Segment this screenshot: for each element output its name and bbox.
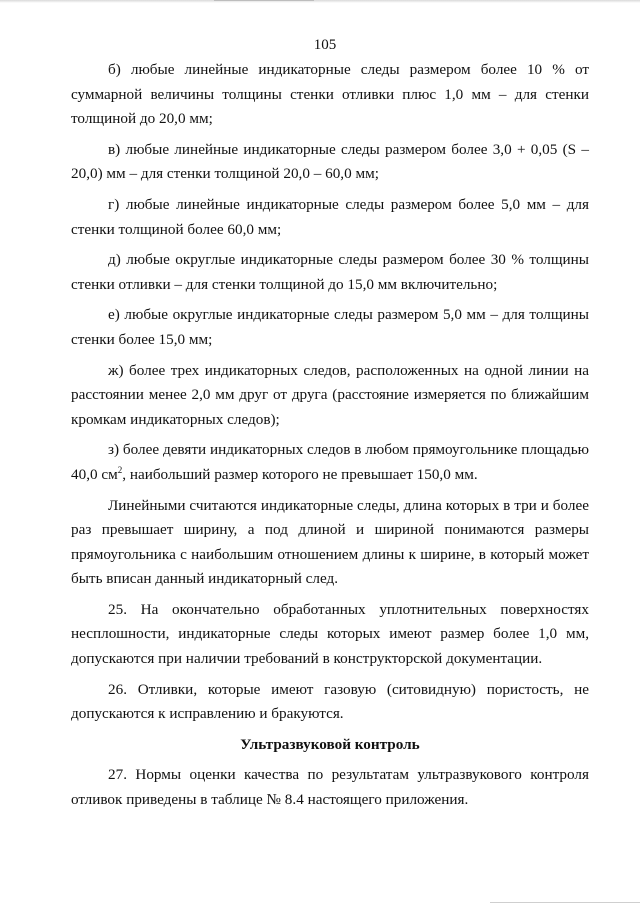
scan-mark-bottom [490, 902, 640, 903]
document-body [71, 58, 589, 813]
superscript-2: 2 [117, 464, 123, 475]
page-number: 105 [313, 37, 337, 53]
paragraph-item-26: 26. Отливки, которые имеют газовую (ситовидную) пористость, не допускаются к исправлению и бракуются. [71, 680, 589, 723]
paragraph-z [71, 438, 589, 487]
paragraph-d: д) любые округлые индикаторные следы размером более 30 % толщины стенки отливки – для стенки толщиной до 15,0 мм включительно; [71, 251, 589, 293]
paragraph-zh: ж) более трех индикаторных следов, расположенных на одной линии на расстоянии менее 2,0 мм друг от друга (расстояние измеряется по ближайшим кромкам индикаторных следов); [71, 361, 589, 428]
paragraph-linear-definition: Линейными считаются индикаторные следы, длина которых в три и более раз превышает ширину, а под длиной и шириной понимаются размеры прямоугольника с наибольшим отношением длины к ширине, в который может быть вписан данный индикаторный след. [71, 496, 589, 588]
paragraph-e: е) любые округлые индикаторные следы размером 5,0 мм – для толщины стенки более 15,0 мм; [71, 306, 589, 348]
scan-mark-top [214, 0, 314, 1]
paragraph-b: б) любые линейные индикаторные следы размером более 10 % от суммарной величины толщины стенки отливки плюс 1,0 мм – для стенки толщиной до 20,0 мм; [71, 61, 589, 128]
paragraph-z-text-2: , наибольший размер которого не превышает 150,0 мм. [122, 465, 478, 483]
paragraph-g: г) любые линейные индикаторные следы размером более 5,0 мм – для стенки толщиной более 60,0 мм; [71, 195, 589, 238]
paragraph-item-27: 27. Нормы оценки качества по результатам ультразвукового контроля отливок приведены в таблице № 8.4 настоящего приложения. [71, 766, 589, 809]
scan-edge-top [0, 0, 640, 3]
paragraph-v: в) любые линейные индикаторные следы размером более 3,0 + 0,05 (S – 20,0) мм – для стенки толщиной 20,0 – 60,0 мм; [71, 140, 589, 183]
section-title: Ультразвуковой контроль [240, 735, 420, 753]
paragraph-z-text-1: з) более девяти индикаторных следов в любом прямоугольнике площадью 40,0 см [71, 441, 589, 483]
paragraph-item-25: 25. На окончательно обработанных уплотнительных поверхностях несплошности, индикаторные следы которых имеют размер более 1,0 мм, допускаются при наличии требований в конструкторской документации. [71, 600, 589, 668]
